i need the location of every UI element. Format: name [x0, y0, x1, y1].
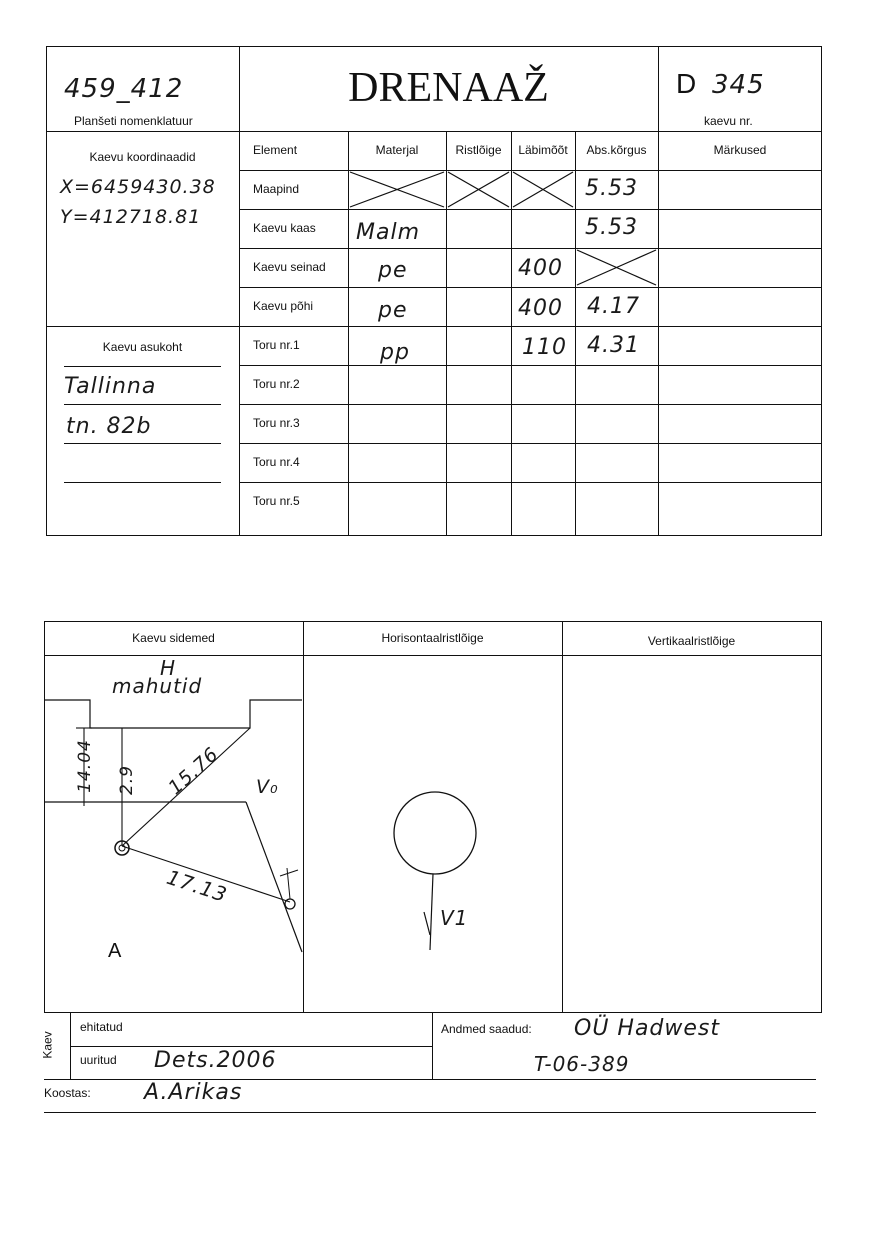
- surveyed-label: uuritud: [80, 1053, 117, 1067]
- cell-material: pe: [378, 298, 408, 323]
- well-no-label: kaevu nr.: [704, 114, 753, 128]
- sketch-corner-mark: A: [108, 940, 122, 962]
- cell-abs-height: 4.31: [587, 333, 640, 358]
- cell-diameter: 400: [518, 296, 563, 321]
- cell-material: Malm: [356, 220, 421, 245]
- sheet-nomenclature-value: 459_412: [64, 74, 184, 104]
- sketch-marker: V₀: [256, 776, 279, 798]
- row-label: Kaevu põhi: [253, 299, 314, 313]
- coordinate-x: X=6459430.38: [60, 176, 216, 198]
- cell-material: pp: [380, 340, 410, 365]
- page-title: DRENAAŽ: [348, 65, 549, 111]
- dimension-diagonal: 15.76: [164, 742, 224, 800]
- row-label: Toru nr.4: [253, 455, 300, 469]
- row-label: Maapind: [253, 182, 300, 196]
- sketch-building-label: H: [160, 656, 177, 680]
- divider: [70, 1012, 71, 1079]
- built-label: ehitatud: [80, 1020, 123, 1034]
- cell-abs-height: 5.53: [585, 176, 638, 201]
- section-label: V1: [440, 906, 469, 930]
- cell-abs-height: 4.17: [587, 294, 640, 319]
- well-side-label: Kaev: [40, 1031, 55, 1059]
- column-header-vertical-section: Vertikaalristlõige: [647, 634, 736, 648]
- location-line-2: tn. 82b: [66, 414, 152, 439]
- cell-diameter: 400: [518, 256, 563, 281]
- well-no-value: 345: [712, 70, 765, 100]
- row-label: Kaevu seinad: [253, 260, 326, 274]
- cell-material: pe: [378, 258, 408, 283]
- location-label: Kaevu asukoht: [102, 340, 183, 354]
- coordinate-y: Y=412718.81: [60, 206, 202, 228]
- dimension-left: 14.04: [74, 739, 95, 793]
- row-label: Toru nr.2: [253, 377, 300, 391]
- cell-abs-height: 5.53: [585, 215, 638, 240]
- row-label: Toru nr.5: [253, 494, 300, 508]
- divider: [44, 1112, 816, 1113]
- data-source-code: T-06-389: [534, 1052, 630, 1076]
- row-label: Kaevu kaas: [253, 221, 316, 235]
- data-source-label: Andmed saadud:: [441, 1022, 532, 1036]
- cell-diameter: 110: [522, 335, 567, 360]
- column-header-section: Ristlõige: [455, 143, 502, 157]
- dimension-small: 2.9: [117, 764, 138, 796]
- divider: [432, 1012, 433, 1079]
- divider: [70, 1046, 432, 1047]
- sheet-nomenclature-label: Planšeti nomenklatuur: [74, 114, 193, 128]
- compiled-label: Koostas:: [44, 1086, 91, 1100]
- column-header-horizontal-section: Horisontaalristlõige: [381, 631, 484, 645]
- surveyed-value: Dets.2006: [154, 1048, 277, 1073]
- row-label: Toru nr.1: [253, 338, 300, 352]
- column-header-abs-height: Abs.kõrgus: [586, 143, 647, 157]
- column-header-diameter: Läbimõõt: [518, 143, 568, 157]
- location-line-1: Tallinna: [64, 374, 157, 399]
- coordinates-label: Kaevu koordinaadid: [89, 150, 196, 164]
- column-header-element: Element: [253, 143, 298, 157]
- dimension-bottom: 17.13: [163, 864, 231, 908]
- data-source-value: OÜ Hadwest: [574, 1016, 721, 1041]
- compiled-value: A.Arikas: [144, 1080, 243, 1105]
- column-header-material: Materjal: [375, 143, 419, 157]
- well-no-prefix: D: [676, 68, 697, 99]
- row-label: Toru nr.3: [253, 416, 300, 430]
- column-header-connections: Kaevu sidemed: [132, 631, 215, 645]
- sketch-building-note: mahutid: [112, 674, 203, 698]
- column-header-notes: Märkused: [713, 143, 767, 157]
